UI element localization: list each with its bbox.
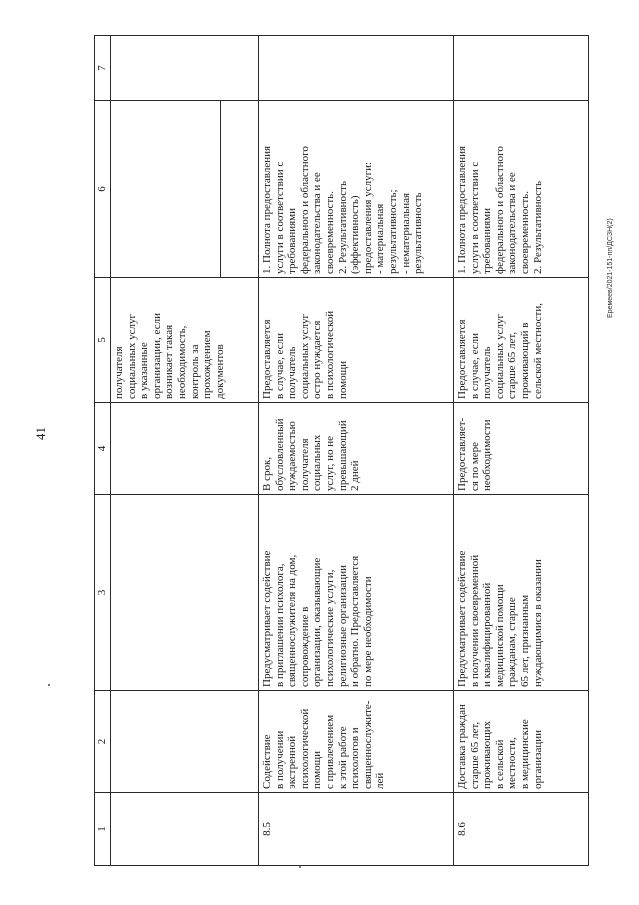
- table-row: [259, 36, 454, 866]
- document-id: Еремеев/2021-151-пп/ДСЗН(2): [607, 218, 614, 318]
- page-number: 41: [33, 427, 48, 440]
- service-description: Предусматривает содействие в получении своевременной и квалифицированной медицинской помощи гражданам, старше 65 лет, признанным нуждающимися в оказании: [454, 495, 589, 691]
- service-conditions: Предоставляется в случае, если получатель социальных услуг старше 65 лет, проживающий в сельской местности,: [454, 278, 589, 403]
- row-number: 8.5: [259, 793, 454, 866]
- table-header-row: [95, 36, 111, 866]
- service-term: В срок, обусловленный нуждаемостью получателя социальных услуг, но не превышающий 2 дней: [259, 403, 454, 495]
- header-col-4: 4: [95, 403, 111, 495]
- quality-indicators: 1. Полнота предоставления услуги в соответствии с требованиями федерального и областного законодательства и ее своевременность. 2. Результативность (эффективность) предоставления услуги: - материальная результативность; - нематериальная результативность: [259, 101, 454, 278]
- cont-cell-6: [111, 101, 259, 278]
- cont-cell-3: [111, 495, 259, 691]
- header-col-3: 3: [95, 495, 111, 691]
- services-table: [94, 35, 589, 866]
- service-name: Содействие в получении экстренной психологической помощи с привлечением к этой работе психологов и священнослужите- лей: [259, 691, 454, 793]
- service-notes: [259, 36, 454, 101]
- service-notes: [454, 36, 589, 101]
- header-col-5: 5: [95, 278, 111, 403]
- row-number: 8.6: [454, 793, 589, 866]
- quality-indicators: 1. Полнота предоставления услуги в соответствии с требованиями федерального и областного законодательства и ее своевременность. 2. Результативность: [454, 101, 589, 278]
- service-name: Доставка граждан старше 65 лет, проживающих в сельской местности, в медицинские организации: [454, 691, 589, 793]
- cont-cell-2: [111, 691, 259, 793]
- service-conditions: Предоставляется в случае, если получатель социальных услуг остро нуждается в психологической помощи: [259, 278, 454, 403]
- continuation-row: [111, 36, 259, 866]
- service-description: Предусматривает содействие в приглашении психолога, священнослужителя на дом, сопровождение в организации, оказывающие психологические услуги, религиозные организации и обратно. Предоставляется по мере необходимости: [259, 495, 454, 691]
- header-col-2: 2: [95, 691, 111, 793]
- services-table-rotated: [94, 36, 589, 866]
- cont-cell-1: [111, 793, 259, 866]
- table-row: [454, 36, 589, 866]
- cont-cell-7: [111, 36, 259, 101]
- cont-cell-5: получателя социальных услуг в указанные организации, если возникает такая необходимость, контроль за прохождением документов: [111, 278, 259, 403]
- service-term: Предоставляет- ся по мере необходимости: [454, 403, 589, 495]
- header-col-6: 6: [95, 101, 111, 278]
- cont-cell-6-inner: [113, 104, 256, 274]
- header-col-1: 1: [95, 793, 111, 866]
- cell-divider: [220, 101, 221, 277]
- scan-speck: [48, 684, 50, 686]
- cont-cell-4: [111, 403, 259, 495]
- scan-speck: [299, 866, 301, 868]
- header-col-7: 7: [95, 36, 111, 101]
